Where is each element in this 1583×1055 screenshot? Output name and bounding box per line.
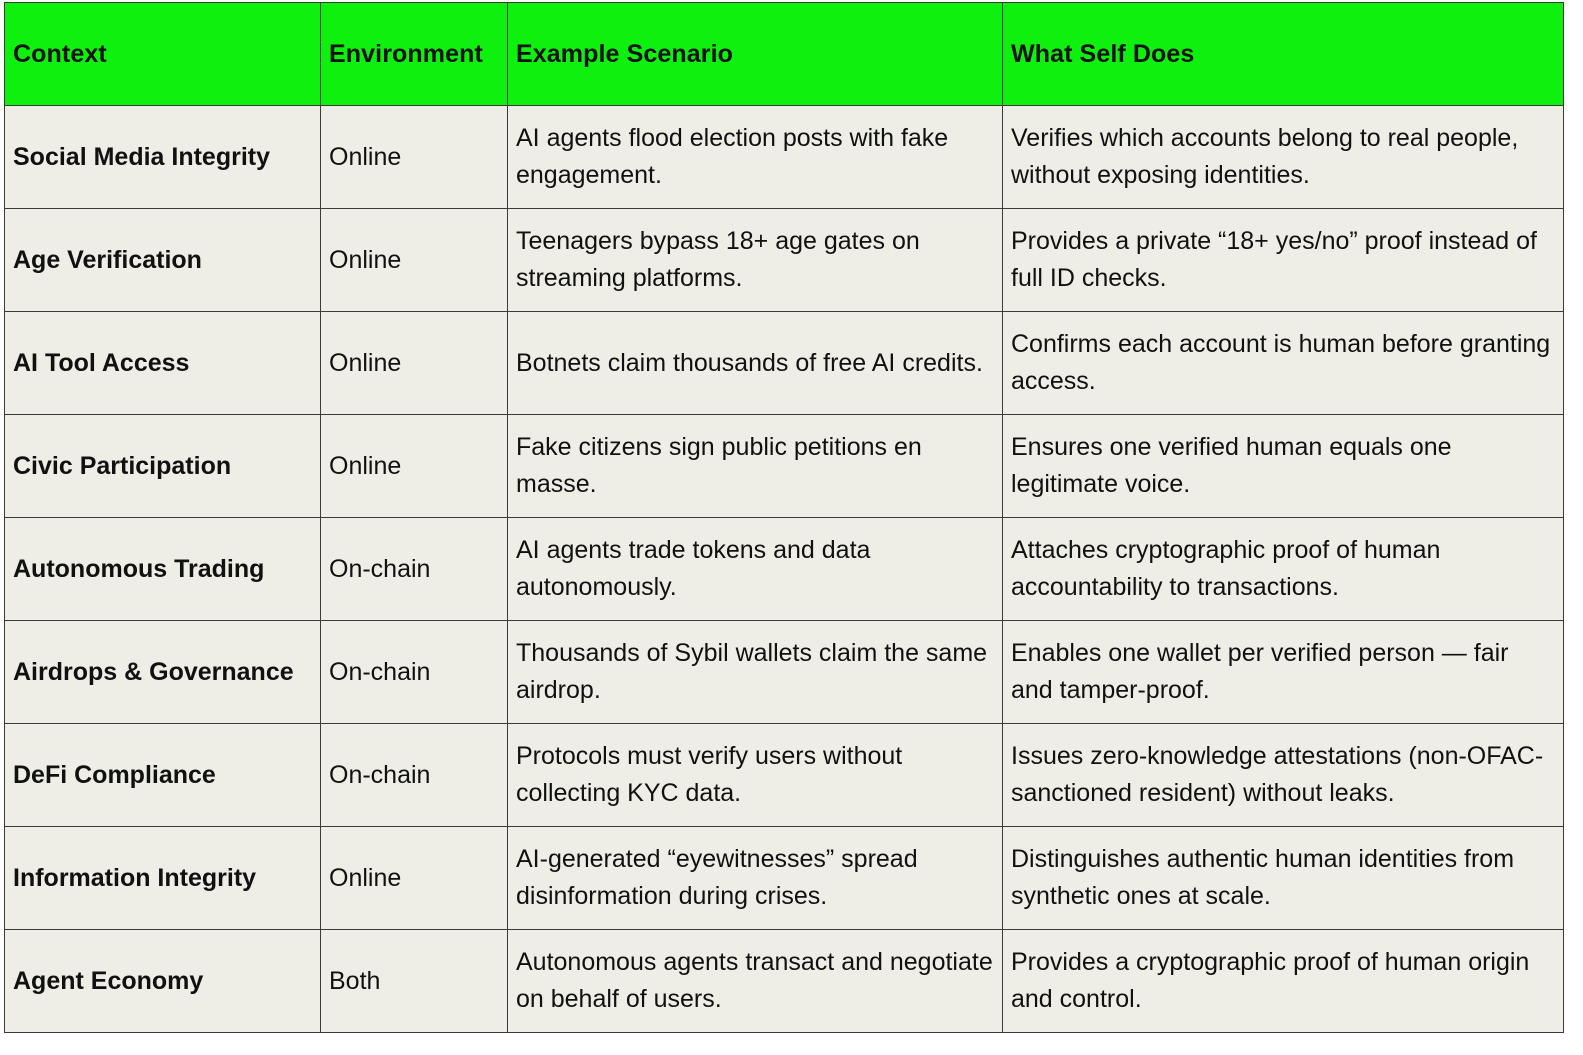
cell-scenario: AI agents trade tokens and data autonomously. [508,518,1003,621]
table-header [5,3,1564,106]
cell-self-does: Issues zero-knowledge attestations (non-OFAC-sanctioned resident) without leaks. [1003,724,1564,827]
cell-context: DeFi Compliance [5,724,321,827]
table-row [5,209,1564,312]
use-case-table-container [4,2,1563,1033]
cell-environment: On-chain [321,724,508,827]
cell-scenario: Autonomous agents transact and negotiate on behalf of users. [508,930,1003,1033]
cell-environment: Online [321,415,508,518]
header-environment: Environment [321,3,508,106]
cell-context: Information Integrity [5,827,321,930]
cell-context: Airdrops & Governance [5,621,321,724]
cell-self-does: Distinguishes authentic human identities from synthetic ones at scale. [1003,827,1564,930]
cell-self-does: Confirms each account is human before granting access. [1003,312,1564,415]
table-body [5,106,1564,1033]
cell-context: Agent Economy [5,930,321,1033]
cell-context: Autonomous Trading [5,518,321,621]
cell-scenario: AI-generated “eyewitnesses” spread disinformation during crises. [508,827,1003,930]
cell-environment: Online [321,312,508,415]
cell-environment: Online [321,106,508,209]
cell-scenario: Thousands of Sybil wallets claim the same airdrop. [508,621,1003,724]
table-row [5,312,1564,415]
header-what-self-does: What Self Does [1003,3,1564,106]
cell-scenario: Teenagers bypass 18+ age gates on streaming platforms. [508,209,1003,312]
cell-scenario: Fake citizens sign public petitions en masse. [508,415,1003,518]
table-row [5,827,1564,930]
cell-self-does: Verifies which accounts belong to real people, without exposing identities. [1003,106,1564,209]
cell-self-does: Ensures one verified human equals one legitimate voice. [1003,415,1564,518]
table-row [5,415,1564,518]
use-case-table [4,2,1564,1033]
cell-self-does: Provides a private “18+ yes/no” proof instead of full ID checks. [1003,209,1564,312]
cell-environment: Online [321,209,508,312]
cell-self-does: Provides a cryptographic proof of human origin and control. [1003,930,1564,1033]
cell-environment: On-chain [321,518,508,621]
cell-environment: Both [321,930,508,1033]
cell-environment: On-chain [321,621,508,724]
cell-context: Age Verification [5,209,321,312]
cell-self-does: Enables one wallet per verified person — fair and tamper-proof. [1003,621,1564,724]
cell-scenario: Botnets claim thousands of free AI credits. [508,312,1003,415]
table-row [5,724,1564,827]
header-context: Context [5,3,321,106]
header-row [5,3,1564,106]
cell-environment: Online [321,827,508,930]
cell-context: AI Tool Access [5,312,321,415]
table-row [5,930,1564,1033]
cell-scenario: Protocols must verify users without collecting KYC data. [508,724,1003,827]
cell-context: Social Media Integrity [5,106,321,209]
table-row [5,621,1564,724]
cell-scenario: AI agents flood election posts with fake engagement. [508,106,1003,209]
table-row [5,518,1564,621]
header-example-scenario: Example Scenario [508,3,1003,106]
cell-context: Civic Participation [5,415,321,518]
table-row [5,106,1564,209]
cell-self-does: Attaches cryptographic proof of human accountability to transactions. [1003,518,1564,621]
